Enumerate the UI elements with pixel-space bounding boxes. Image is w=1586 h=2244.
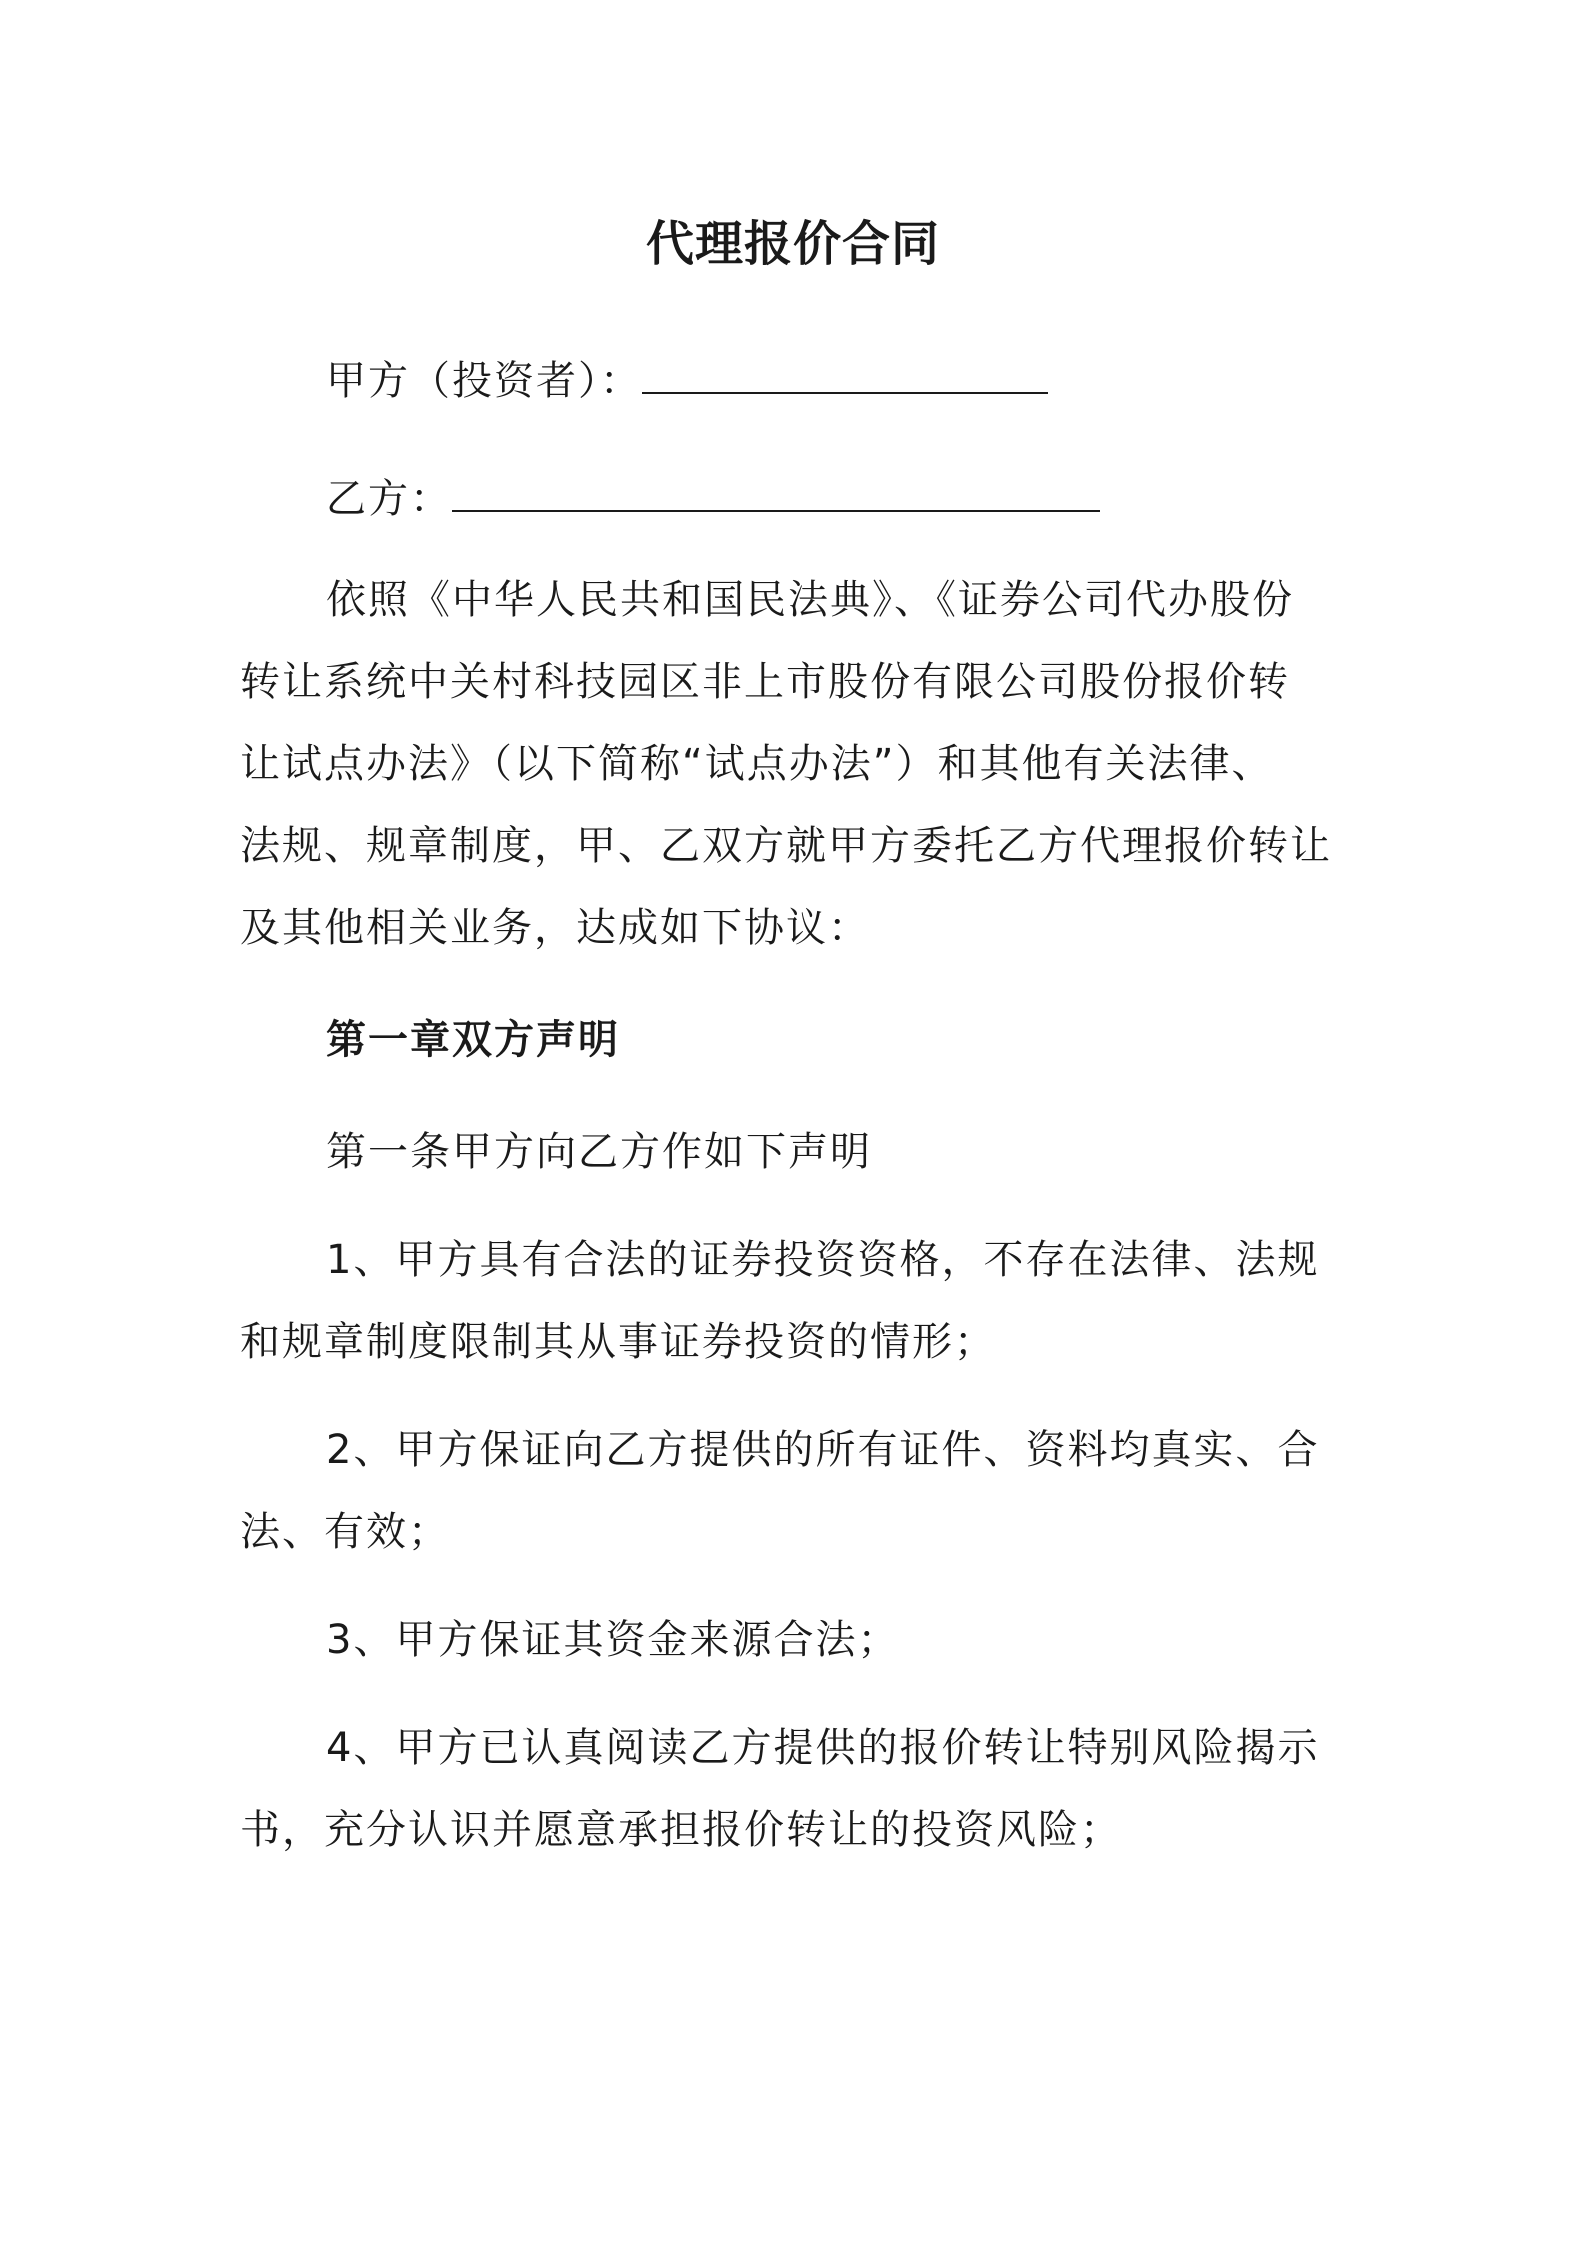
clause-line: 1、甲方具有合法的证券投资资格，不存在法律、法规 <box>326 1237 1320 1283</box>
article-heading: 第一条甲方向乙方作如下声明 <box>326 1129 872 1175</box>
party-a-label: 甲方（投资者）： <box>326 358 642 404</box>
clause-line: 和规章制度限制其从事证券投资的情形； <box>240 1319 996 1365</box>
preamble-line: 依照《中华人民共和国民法典》、《证券公司代办股份 <box>326 577 1294 623</box>
clause-line: 3、甲方保证其资金来源合法； <box>326 1617 900 1663</box>
clause-line: 法、有效； <box>240 1509 450 1555</box>
document-title: 代理报价合同 <box>645 216 940 272</box>
preamble-line: 让试点办法》（以下简称“试点办法”）和其他有关法律、 <box>240 741 1274 787</box>
preamble-line: 及其他相关业务，达成如下协议： <box>240 905 870 951</box>
party-a-blank <box>642 348 1048 394</box>
clause-line: 书，充分认识并愿意承担报价转让的投资风险； <box>240 1807 1122 1853</box>
party-b-line <box>326 466 1100 529</box>
preamble-line: 转让系统中关村科技园区非上市股份有限公司股份报价转 <box>240 659 1290 705</box>
chapter-heading: 第一章双方声明 <box>326 1017 620 1063</box>
clause-line: 4、甲方已认真阅读乙方提供的报价转让特别风险揭示 <box>326 1725 1320 1771</box>
party-a-line <box>326 348 1048 411</box>
clause-line: 2、甲方保证向乙方提供的所有证件、资料均真实、合 <box>326 1427 1320 1473</box>
party-b-blank <box>452 466 1100 512</box>
party-b-label: 乙方： <box>326 476 452 522</box>
preamble-line: 法规、规章制度，甲、乙双方就甲方委托乙方代理报价转让 <box>240 823 1332 869</box>
